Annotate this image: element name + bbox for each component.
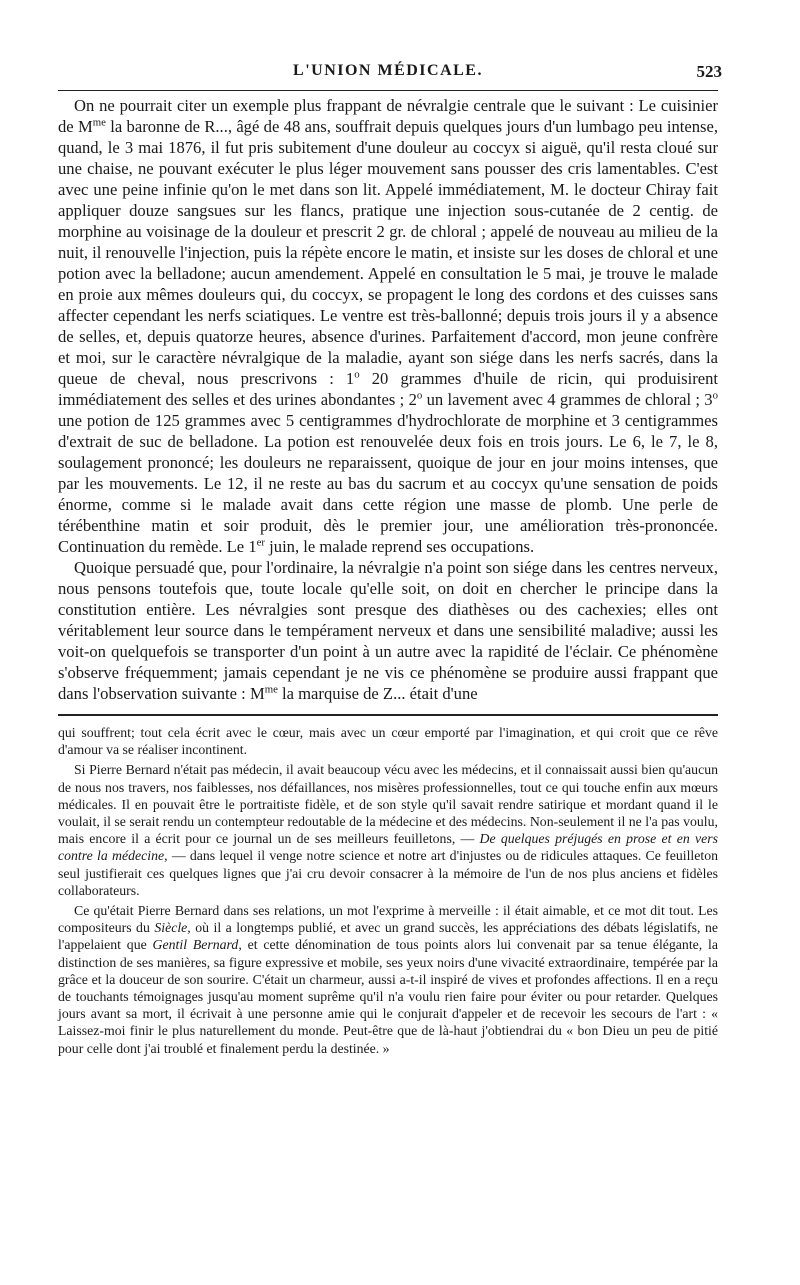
italic-title: De quelques préjugés en prose et en vers contre la médecine, <box>58 831 718 864</box>
feuilleton-paragraph-1: qui souffrent; tout cela écrit avec le cœur, mais avec un cœur emporté par l'imagination, et qui croit que ce rêve d'amour va se réaliser incontinent. <box>58 725 718 758</box>
superscript: me <box>264 683 278 696</box>
text-run: la baronne de R..., âgé de 48 ans, souffrait depuis quelques jours d'un lumbago peu intense, quand, le 3 mai 1876, il fut pris subitement d'une douleur au coccyx si aiguë, qu'il resta cloué sur une chaise, ne pouvant exécuter le plus léger mouvement sans pousser des cris lamentables. C'est avec une peine infinie qu'on le met dans son lit. Appelé immédiatement, M. le docteur Chiray fait appliquer douze sangsues sur les flancs, pratique une injection sous-cutanée de 2 centig. de morphine au voisinage de la douleur et prescrit 2 gr. de chloral ; appelé de nouveau au milieu de la nuit, il renouvelle l'injection, puis la répète encore le matin, et insiste sur les doses de chloral et une potion avec la belladone; aucun amendement. Appelé en consultation le 5 mai, je trouve le malade en proie aux mêmes douleurs qui, du coccyx, se propagent le long des cordons et des cuisses sans affecter cependant les nerfs sciatiques. Le ventre est très-ballonné; depuis trois jours il y a absence de selles, et, depuis quatorze heures, absence d'urines. Parfaitement d'accord, mon jeune confrère et moi, sur le caractère névralgique de la maladie, ayant son siége dans les nerfs sacrés, dans la queue de cheval, nous prescrivons : 1 <box>58 117 718 388</box>
superscript: me <box>92 116 106 129</box>
text-run: juin, le malade reprend ses occupations. <box>265 537 535 556</box>
main-paragraph-2 <box>58 557 718 704</box>
text-run: Quoique persuadé que, pour l'ordinaire, la névralgie n'a point son siége dans les centres nerveux, nous pensons toutefois que, toute locale qu'elle soit, on doit en chercher le principe dans la constitution entière. Les névralgies sont presque des diathèses ou des cachexies; elles ont véritablement leur source dans le tempérament nerveux et dans une sensibilité maladive; aussi les voit-on quelquefois se transporter d'un point à un autre avec la rapidité de l'éclair. Ce phénomène s'observe fréquemment; jamais cependant je ne vis ce phénomène se produire aussi frappant que dans l'observation suivante : M <box>58 558 718 703</box>
superscript: o <box>354 368 360 381</box>
text-run: , et cette dénomination de tous points alors lui convenait par sa tenue élégante, la distinction de ses manières, sa figure expressive et mobile, ses yeux noirs d'une vivacité extraordinaire, tempérée par la grâce et la douceur de son sourire. C'était un charmeur, aussi a-t-il inspiré de vives et profondes affections. Il en a reçu de touchants témoignages jusqu'au moment suprême qu'il n'a voulu rien faire pour éviter ou pour retarder. Quelques jours avant sa mort, il écrivait à une personne amie qui le conjurait d'appeler et de recevoir les secours de l'art : « Laissez-moi finir le plus naturellement du monde. Peut-être que de là-haut j'obtiendrai du « bon Dieu un peu de pitié pour celle dont j'ai troublé et finalement perdu la destinée. » <box>58 937 718 1056</box>
feuilleton-paragraph-2 <box>58 761 718 899</box>
italic-title: Siècle <box>154 920 188 936</box>
page-number: 523 <box>696 62 722 81</box>
feuilleton-paragraph-3 <box>58 902 718 1057</box>
text-run: un lavement avec 4 grammes de chloral ; 3 <box>422 390 713 409</box>
superscript: er <box>256 536 266 549</box>
journal-page <box>58 58 722 1057</box>
italic-nickname: Gentil Bernard <box>152 937 239 953</box>
text-run: une potion de 125 grammes avec 5 centigrammes d'hydrochlorate de morphine et 3 centigrammes d'extrait de suc de belladone. La potion est renouvelée deux fois en trois jours. Le 6, le 7, le 8, soulagement prononcé; les douleurs ne reparaissent, quoique de jour en jour moins intenses, que par les mouvements. Le 12, il ne reste au bas du sacrum et au coccyx qu'une sensation de poids énorme, comme si le malade avait dans cette région une masse de plomb. Une perle de térébenthine matin et soir produit, dès le premier jour, une amélioration très-prononcée. Continuation du remède. Le 1 <box>58 411 718 556</box>
text-run: la marquise de Z... était d'une <box>277 684 478 703</box>
text-run: , où il a longtemps publié, et avec un grand succès, les appréciations des débats législatifs, ne l'appelaient que <box>58 920 718 953</box>
header-rule <box>58 90 718 91</box>
running-title: L'UNION MÉDICALE. <box>293 62 483 79</box>
text-run: On ne pourrait citer un exemple plus frappant de névralgie centrale que le suivant : Le cuisinier de M <box>58 96 718 136</box>
main-paragraph-1 <box>58 95 718 557</box>
feuilleton <box>58 724 718 1057</box>
feuilleton-rule <box>58 714 718 716</box>
page-header <box>58 58 722 88</box>
text-run: Si Pierre Bernard n'était pas médecin, il avait beaucoup vécu avec les médecins, et il connaissait aussi bien qu'aucun de nous nos travers, nos faiblesses, nos défaillances, nos misères professionnelles, tout ce qui touche enfin aux mœurs médicales. Il en pouvait être le portraitiste fidèle, et de son style qu'il savait rendre satirique et mordant quand il le voulait, il se serait rendu un contempteur redoutable de la médecine et des médecins. Non-seulement il ne l'a pas voulu, mais encore il a écrit pour ce journal un de ses meilleurs feuilletons, — <box>58 762 718 847</box>
text-run: 20 grammes d'huile de ricin, qui produisirent immédiatement des selles et des urines abondantes ; 2 <box>58 369 718 409</box>
superscript: o <box>712 389 718 402</box>
text-run: — dans lequel il venge notre science et notre art d'injustes ou de ridicules attaques. Ce feuilleton seul justifierait ces quelques lignes que j'ai cru devoir consacrer à la mémoire de l'un de nos plus anciens et fidèles collaborateurs. <box>58 848 718 898</box>
main-text <box>58 95 718 704</box>
superscript: o <box>416 389 423 402</box>
text-run: Ce qu'était Pierre Bernard dans ses relations, un mot l'exprime à merveille : il était aimable, et ce mot dit tout. Les compositeurs du <box>58 903 718 936</box>
